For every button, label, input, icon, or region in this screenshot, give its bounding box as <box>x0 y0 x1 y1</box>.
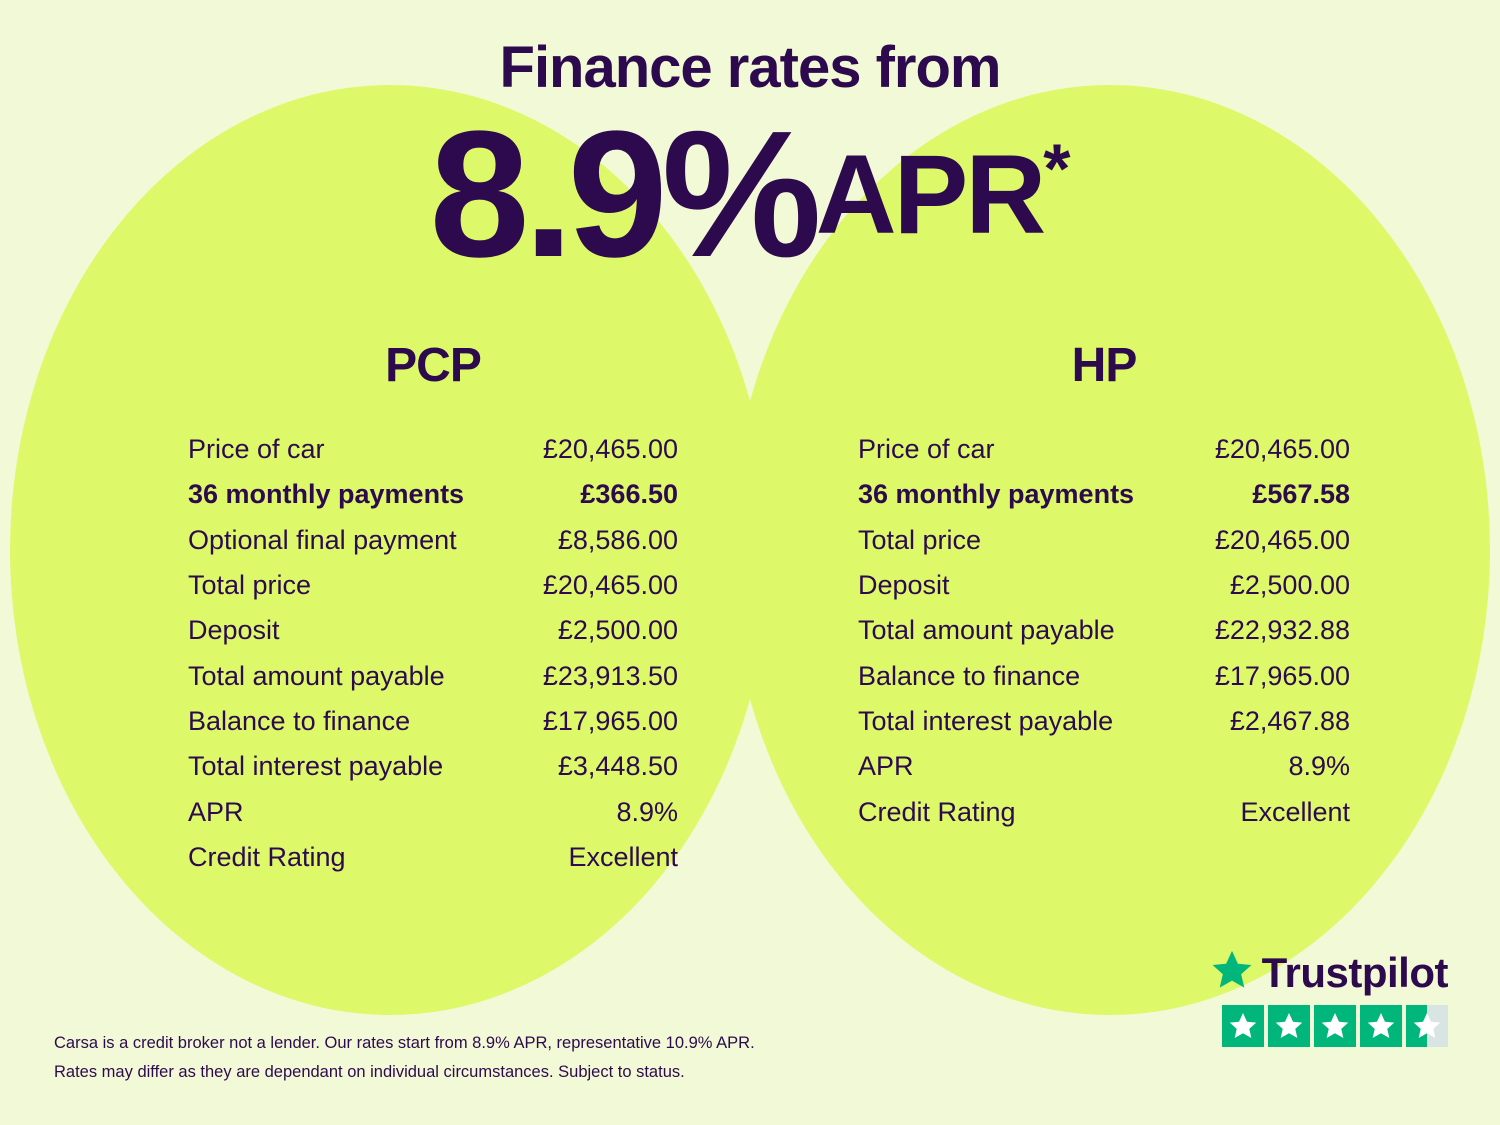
row-label: Total price <box>858 524 982 555</box>
row-value: Excellent <box>568 842 678 873</box>
row-label: Total price <box>188 569 312 600</box>
row-value: £20,465.00 <box>542 433 678 464</box>
row-value: £17,965.00 <box>542 706 678 737</box>
trustpilot-logo <box>1210 948 1448 997</box>
table-row <box>188 699 678 744</box>
row-label: Total amount payable <box>188 660 445 691</box>
apr-headline <box>0 93 1500 295</box>
row-label: 36 monthly payments <box>858 479 1135 510</box>
table-row <box>188 608 678 653</box>
row-label: Price of car <box>858 433 995 464</box>
row-value: £366.50 <box>580 479 678 510</box>
row-label: Price of car <box>188 433 325 464</box>
disclaimer-line-2: Rates may differ as they are dependant on individual circumstances. Subject to status. <box>54 1063 685 1082</box>
row-value: £2,500.00 <box>557 615 678 646</box>
row-value: £17,965.00 <box>1214 660 1350 691</box>
row-label: APR <box>188 796 244 827</box>
table-row <box>858 472 1350 517</box>
row-label: Balance to finance <box>188 706 411 737</box>
table-row <box>858 563 1350 608</box>
apr-asterisk: * <box>1043 129 1071 208</box>
row-label: Total amount payable <box>858 615 1115 646</box>
trustpilot-stars <box>1210 1005 1448 1047</box>
table-row <box>858 744 1350 789</box>
table-row <box>188 790 678 835</box>
finance-column-hp <box>750 338 1500 881</box>
row-value: £20,465.00 <box>1214 524 1350 555</box>
table-row <box>188 744 678 789</box>
row-value: £2,467.88 <box>1229 706 1350 737</box>
row-value: £2,500.00 <box>1229 569 1350 600</box>
half-star-icon <box>1406 1005 1448 1047</box>
finance-column-pcp <box>0 338 750 881</box>
table-row <box>188 563 678 608</box>
apr-word: APR <box>815 131 1044 257</box>
row-value: £8,586.00 <box>557 524 678 555</box>
disclaimer <box>54 1029 755 1087</box>
table-row <box>858 790 1350 835</box>
row-label: Deposit <box>858 569 950 600</box>
row-label: Balance to finance <box>858 660 1081 691</box>
table-row <box>188 472 678 517</box>
row-label: APR <box>858 751 914 782</box>
row-value: Excellent <box>1240 796 1350 827</box>
trustpilot-star-icon <box>1210 948 1254 997</box>
row-label: Total interest payable <box>858 706 1114 737</box>
star-icon <box>1222 1005 1264 1047</box>
row-label: Credit Rating <box>188 842 346 873</box>
table-row <box>858 654 1350 699</box>
row-value: £23,913.50 <box>542 660 678 691</box>
row-value: £20,465.00 <box>1214 433 1350 464</box>
finance-columns <box>0 338 1500 881</box>
row-value: 8.9% <box>1288 751 1350 782</box>
row-label: Deposit <box>188 615 280 646</box>
star-icon <box>1360 1005 1402 1047</box>
row-value: £3,448.50 <box>557 751 678 782</box>
star-icon <box>1268 1005 1310 1047</box>
page-title: Finance rates from <box>499 35 1001 100</box>
table-row <box>858 699 1350 744</box>
trustpilot-rating <box>1210 948 1448 1047</box>
table-row <box>188 518 678 563</box>
table-row <box>188 654 678 699</box>
table-row <box>858 608 1350 653</box>
disclaimer-line-1: Carsa is a credit broker not a lender. Our rates start from 8.9% APR, representative 10.9% APR. <box>54 1034 755 1053</box>
row-label: Credit Rating <box>858 796 1016 827</box>
row-label: Optional final payment <box>188 524 457 555</box>
table-row <box>858 518 1350 563</box>
table-row <box>188 427 678 472</box>
row-value: £20,465.00 <box>542 569 678 600</box>
row-value: 8.9% <box>616 796 678 827</box>
table-row <box>858 427 1350 472</box>
row-label: 36 monthly payments <box>188 479 465 510</box>
apr-rate: 8.9% <box>429 93 816 295</box>
column-title-pcp: PCP <box>385 338 481 392</box>
row-value: £22,932.88 <box>1214 615 1350 646</box>
row-label: Total interest payable <box>188 751 444 782</box>
column-title-hp: HP <box>1071 338 1137 392</box>
table-row <box>188 835 678 880</box>
row-value: £567.58 <box>1252 479 1350 510</box>
trustpilot-wordmark: Trustpilot <box>1261 948 1448 996</box>
star-icon <box>1314 1005 1356 1047</box>
